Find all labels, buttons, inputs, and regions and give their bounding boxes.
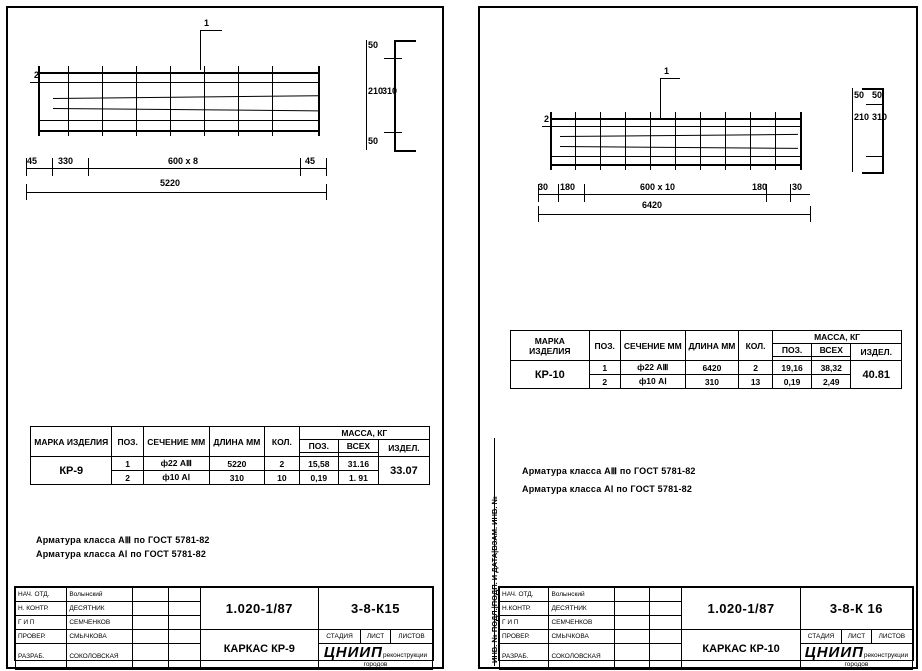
note-class-a3: Арматура класса АⅢ по ГОСТ 5781-82 (36, 535, 210, 545)
stamp-name-0-r: Волынский (549, 588, 615, 602)
stamp-stage-label: СТАДИЯ (319, 630, 361, 643)
th-mass-all-r: ВСЕХ (812, 344, 851, 357)
dimension-line-inner (26, 168, 326, 169)
stamp-sign-4 (133, 644, 169, 670)
stamp-sheets-label-r: ЛИСТОВ (878, 633, 906, 640)
stamp-org (319, 644, 433, 670)
stamp-title: КАРКАС КР-9 (200, 630, 318, 670)
stirrup-5 (675, 112, 676, 170)
cell-qty-2: 10 (265, 471, 299, 485)
stamp-sign-1 (133, 602, 169, 616)
section-dim-210: 210 (368, 86, 384, 96)
stamp-name-2: СЕМЧЕНКОВ (67, 616, 133, 630)
dim-spacing-label: 600 x 10 (640, 182, 676, 192)
th-length: ДЛИНА ММ (209, 427, 265, 457)
stamp-date-2-r (650, 616, 682, 630)
specification-table-left (30, 426, 430, 485)
cell-pos-2-r: 2 (589, 375, 620, 389)
dim-tick-d (300, 158, 301, 176)
stamp-date-0 (168, 588, 200, 602)
stamp-name-2-r: СЕМЧЕНКОВ (549, 616, 615, 630)
section-bar-top (384, 58, 402, 59)
stamp-sign-1-r (615, 602, 650, 616)
stamp-date-1-r (650, 602, 682, 616)
th-section: СЕЧЕНИЕ ММ (143, 427, 209, 457)
stamp-name-4-r: СОКОЛОВСКАЯ (549, 644, 615, 670)
stirrup-2 (102, 66, 103, 136)
mark-leader-1-vertical (200, 30, 201, 70)
section-dim-50-bottom: 50 (368, 136, 379, 146)
cell-qty-1: 2 (265, 457, 299, 471)
cell-section-1: ф22 АⅢ (143, 457, 209, 471)
th-mass-item: ИЗДЕЛ. (378, 440, 429, 457)
dim-spacing-label: 600 x 8 (168, 156, 199, 166)
cell-length-1: 5220 (209, 457, 265, 471)
org-sub1: реконструкции (382, 652, 428, 659)
stirrup-7 (272, 66, 273, 136)
cell-length-2: 310 (209, 471, 265, 485)
section-dim-310: 310 (872, 112, 888, 122)
stamp-stage-label-r: СТАДИЯ (801, 630, 842, 643)
mark-leader-1-horizontal (200, 30, 222, 31)
stamp-sign-3-r (615, 630, 650, 644)
stamp-name-4: СОКОЛОВСКАЯ (67, 644, 133, 670)
th-mass-r: МАССА, КГ (773, 331, 902, 344)
taper-line-b (53, 108, 318, 111)
taper-line-a (53, 95, 318, 99)
stirrup-3 (625, 112, 626, 170)
stamp-sign-2-r (615, 616, 650, 630)
org-sub2-r: городов (844, 661, 869, 668)
stamp-role-4-r: РАЗРАБ. (500, 644, 549, 670)
stamp-sign-2 (133, 616, 169, 630)
drawing-sheet-right (478, 6, 918, 669)
stamp-date-0-r (650, 588, 682, 602)
stamp-date-3 (168, 630, 200, 644)
section-vertical-bar (882, 88, 884, 172)
dim-left-end-label: 45 (27, 156, 38, 166)
stamp-date-1 (168, 602, 200, 616)
stirrup-1 (575, 112, 576, 170)
section-bottom-flange (394, 150, 416, 152)
th-mark-label: МАРКА ИЗДЕЛИЯ (34, 436, 109, 447)
stamp-title-r: КАРКАС КР-10 (682, 630, 801, 670)
cell-length-2-r: 310 (685, 375, 738, 389)
stirrup-6 (238, 66, 239, 136)
th-qty: КОЛ. (265, 427, 299, 457)
cell-qty-1-r: 2 (739, 361, 773, 375)
th-mark-label-r: МАРКА ИЗДЕЛИЯ (529, 335, 571, 356)
dim-180-right-label: 180 (752, 182, 768, 192)
section-dim-310: 310 (382, 86, 398, 96)
stamp-role-2-r: Г И П (500, 616, 549, 630)
title-block-right (498, 586, 914, 668)
plan-mark-1-label: 1 (664, 66, 670, 76)
dim-tick-e (326, 158, 327, 176)
cell-mark-value-r: КР-10 (511, 361, 590, 389)
stamp-name-3: СМЫЧКОВА (67, 630, 133, 644)
sidebar-inventory-text: ИНВ. № ПОДЛ.|ПОДП. И ДАТА|ВЗАМ. ИНВ. № (490, 496, 499, 663)
dimension-line-total (538, 214, 810, 215)
stamp-role-2: Г И П (16, 616, 67, 630)
stamp-role-3: ПРОВЕР. (16, 630, 67, 644)
stamp-name-1-r: ДЕСЯТНИК (549, 602, 615, 616)
stirrup-1 (68, 66, 69, 136)
mark-leader-2 (542, 126, 554, 127)
cell-masspos-2-r: 0,19 (773, 375, 812, 389)
stirrup-5 (204, 66, 205, 136)
stirrup-8 (318, 66, 320, 136)
dimension-line-total (26, 192, 326, 193)
dim-180-left-label: 180 (560, 182, 576, 192)
section-dim-line (366, 40, 367, 150)
stamp-date-4-r (650, 644, 682, 670)
stamp-sign-4-r (615, 644, 650, 670)
stamp-sheet-label: ЛИСТ (361, 630, 391, 643)
section-dim-line (852, 88, 853, 172)
stirrup-4 (170, 66, 171, 136)
section-dim-50-top: 50 (872, 90, 883, 100)
stamp-role-4: РАЗРАБ. (16, 644, 67, 670)
section-dim-210: 210 (854, 112, 870, 122)
cell-mass-item-value-r: 40.81 (851, 361, 902, 389)
cell-pos-2: 2 (112, 471, 143, 485)
dim-tick-c (88, 158, 89, 176)
mark-leader-1-horizontal (660, 78, 680, 79)
stamp-name-0: Волынский (67, 588, 133, 602)
dim-tick-c (584, 184, 585, 202)
dim-tick-b (558, 184, 559, 202)
dim-total-label: 5220 (160, 178, 181, 188)
section-bar-bottom (866, 156, 884, 157)
note-class-a3-r: Арматура класса АⅢ по ГОСТ 5781-82 (522, 466, 696, 476)
taper-line-b (560, 146, 798, 149)
dim-tick-b (52, 158, 53, 176)
cell-massall-2: 1. 91 (339, 471, 379, 485)
mark-leader-2 (30, 82, 42, 83)
drawing-sheet-left (6, 6, 444, 669)
plan-mark-2-label: 2 (34, 70, 40, 80)
stirrup-7 (725, 112, 726, 170)
longitudinal-bar-top (38, 72, 318, 74)
stirrup-8 (750, 112, 751, 170)
cell-mark-value: КР-9 (31, 457, 112, 485)
org-name: ЦНИИП (323, 644, 383, 661)
th-mass-item-r: ИЗДЕЛ. (851, 344, 902, 361)
stamp-sheet-code-r: 3-8-К 16 (800, 588, 912, 630)
dim-right-end-label: 45 (305, 156, 316, 166)
stirrup-10 (800, 112, 802, 170)
th-pos-r: ПОЗ. (589, 331, 620, 361)
dim-total-tick-a (538, 206, 539, 222)
stamp-role-1: Н. КОНТР. (16, 602, 67, 616)
dim-total-tick-b (326, 184, 327, 200)
th-mark (31, 427, 112, 457)
cell-masspos-1: 15,58 (299, 457, 338, 471)
stamp-org-r (800, 644, 912, 670)
plan-mark-2-label: 2 (544, 114, 550, 124)
stamp-stage-headers-r (800, 630, 912, 644)
th-mass-pos: ПОЗ. (299, 440, 338, 453)
th-mass-all: ВСЕХ (339, 440, 379, 453)
section-bar-bottom (384, 132, 402, 133)
cell-masspos-1-r: 19,16 (773, 361, 812, 375)
cell-pos-1: 1 (112, 457, 143, 471)
longitudinal-bar-top-inner (38, 82, 318, 83)
stamp-name-1: ДЕСЯТНИК (67, 602, 133, 616)
cell-mass-item-value: 33.07 (378, 457, 429, 485)
cell-section-2-r: ф10 АⅠ (620, 375, 685, 389)
dim-total-tick-a (26, 184, 27, 200)
th-mass: МАССА, КГ (299, 427, 429, 440)
plan-mark-1-label: 1 (204, 18, 210, 28)
dim-left-end-label: 30 (538, 182, 549, 192)
stamp-date-3-r (650, 630, 682, 644)
note-class-a1-r: Арматура класса АⅠ по ГОСТ 5781-82 (522, 484, 693, 494)
th-pos: ПОЗ. (112, 427, 143, 457)
dim-330-label: 330 (58, 156, 74, 166)
note-class-a1: Арматура класса АⅠ по ГОСТ 5781-82 (36, 549, 207, 559)
title-block-left (14, 586, 434, 668)
section-bottom-flange (862, 172, 884, 174)
cell-pos-1-r: 1 (589, 361, 620, 375)
stirrup-9 (775, 112, 776, 170)
stamp-sheets-label: ЛИСТОВ (398, 633, 425, 640)
taper-line-a (560, 134, 798, 137)
mark-leader-1-vertical (660, 78, 661, 118)
th-length-r: ДЛИНА ММ (685, 331, 738, 361)
stamp-role-3-r: ПРОВЕР. (500, 630, 549, 644)
longitudinal-bar-bottom-inner (38, 120, 318, 121)
cell-massall-1: 31.16 (339, 457, 379, 471)
section-bar-top (866, 104, 884, 105)
section-dim-50-top: 50 (368, 40, 379, 50)
th-mark-r (511, 331, 590, 361)
stamp-date-4 (168, 644, 200, 670)
stamp-code: 1.020-1/87 (200, 588, 318, 630)
stirrup-6 (700, 112, 701, 170)
stirrup-0 (550, 112, 552, 170)
dim-total-tick-b (810, 206, 811, 222)
stamp-sign-0-r (615, 588, 650, 602)
stamp-role-0-r: НАЧ. ОТД. (500, 588, 549, 602)
stamp-role-0: НАЧ. ОТД. (16, 588, 67, 602)
stamp-sheet-code: 3-8-К15 (319, 588, 433, 630)
org-sub2: городов (363, 661, 388, 668)
stirrup-4 (650, 112, 651, 170)
cell-qty-2-r: 13 (739, 375, 773, 389)
cell-massall-1-r: 38,32 (812, 361, 851, 375)
stamp-role-1-r: Н.КОНТР. (500, 602, 549, 616)
stamp-sign-3 (133, 630, 169, 644)
cell-masspos-2: 0,19 (299, 471, 338, 485)
stirrup-3 (136, 66, 137, 136)
dim-tick-e (790, 184, 791, 202)
cell-massall-2-r: 2,49 (812, 375, 851, 389)
stamp-stage-headers (319, 630, 433, 644)
th-qty-r: КОЛ. (739, 331, 773, 361)
stamp-sheet-label-r: ЛИСТ (842, 630, 871, 643)
stamp-name-3-r: СМЫЧКОВА (549, 630, 615, 644)
specification-table-right (510, 330, 902, 389)
th-section-r: СЕЧЕНИЕ ММ (620, 331, 685, 361)
org-sub1-r: реконструкции (863, 652, 909, 659)
cell-section-2: ф10 АⅠ (143, 471, 209, 485)
th-mass-pos-r: ПОЗ. (773, 344, 812, 357)
stamp-code-r: 1.020-1/87 (682, 588, 801, 630)
dim-total-label: 6420 (642, 200, 663, 210)
org-name-r: ЦНИИП (804, 644, 864, 661)
stamp-sign-0 (133, 588, 169, 602)
cell-section-1-r: ф22 АⅢ (620, 361, 685, 375)
stamp-date-2 (168, 616, 200, 630)
dimension-line-inner (538, 194, 810, 195)
longitudinal-bar-bottom (38, 130, 318, 132)
section-top-flange (394, 40, 416, 42)
cell-length-1-r: 6420 (685, 361, 738, 375)
section-dim-50-bottom: 50 (854, 90, 865, 100)
dim-right-end-label: 30 (792, 182, 803, 192)
stirrup-2 (600, 112, 601, 170)
